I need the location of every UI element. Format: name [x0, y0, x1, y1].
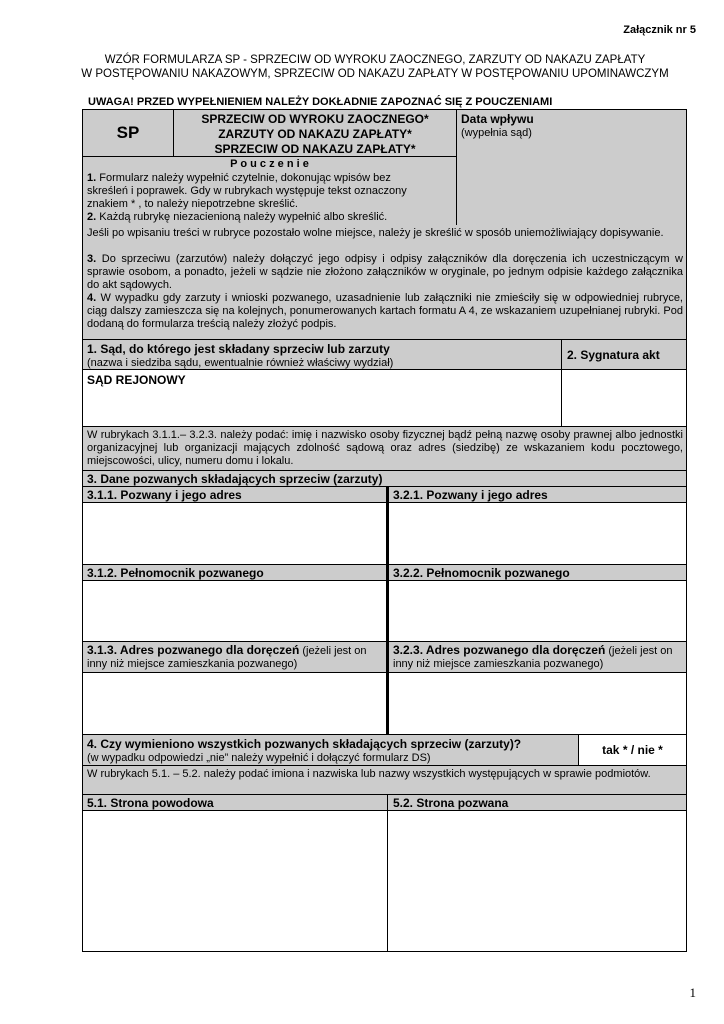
section5-note-box	[82, 765, 687, 795]
attachment-label: Załącznik nr 5	[623, 24, 696, 36]
instructions-p2-a: Każdą rubrykę niezacienioną należy wypełnić albo skreślić.	[96, 211, 388, 223]
section4-title: 4. Czy wymieniono wszystkich pozwanych składających sprzeciw (zarzuty)?	[87, 737, 522, 751]
instructions-p4	[87, 292, 683, 331]
field-313-label-rest: (jeżeli jest on inny niż miejsce zamieszkania pozwanego)	[87, 645, 367, 670]
instructions-p1-num: 1.	[87, 172, 97, 184]
section3-title: 3. Dane pozwanych składających sprzeciw (zarzuty)	[87, 472, 383, 486]
field-323-label-rest: (jeżeli jest on inny niż miejsce zamieszkania pozwanego)	[393, 645, 673, 670]
warning-text: UWAGA! PRZED WYPEŁNIENIEM NALEŻY DOKŁADNIE ZAPOZNAĆ SIĘ Z POUCZENIAMI	[88, 96, 553, 108]
field-323-label	[393, 644, 683, 671]
form-code-box	[82, 109, 174, 157]
instructions-p1-a: Formularz należy wypełnić czytelnie, dokonując wpisów bez	[96, 172, 391, 184]
field-51-label-box	[82, 794, 388, 811]
form-code: SP	[116, 123, 140, 142]
instructions-title: P o u c z e n i e	[230, 158, 309, 170]
form-type-line3: SPRZECIW OD NAKAZU ZAPŁATY*	[214, 142, 416, 156]
column-divider	[386, 486, 389, 735]
receipt-date-label: Data wpływu	[461, 112, 534, 126]
instructions-p1-line1	[87, 172, 453, 185]
form-title-line2: W POSTĘPOWANIU NAKAZOWYM, SPRZECIW OD NAKAZU ZAPŁATY W POSTĘPOWANIU UPOMINAWCZYM	[81, 68, 669, 80]
form-title-line1: WZÓR FORMULARZA SP - SPRZECIW OD WYROKU ZAOCZNEGO, ZARZUTY OD NAKAZU ZAPŁATY	[104, 54, 646, 66]
section4-answer: tak * / nie *	[602, 743, 663, 757]
field-52-label-box	[387, 794, 687, 811]
defendant2-address-field[interactable]	[387, 502, 687, 565]
instructions-p4-num: 4.	[87, 292, 97, 304]
field-321-label: 3.2.1. Pozwany i jego adres	[393, 488, 548, 502]
form-type-box	[173, 109, 457, 157]
form-type-line2: ZARZUTY OD NAKAZU ZAPŁATY*	[218, 127, 412, 141]
field-313-label-bold: 3.1.3. Adres pozwanego dla doręczeń	[87, 643, 300, 657]
section5-note: W rubrykach 5.1. – 5.2. należy podać imiona i nazwiska lub nazwy wszystkich występujących w sprawie podmiotów.	[87, 768, 651, 780]
field-51-label: 5.1. Strona powodowa	[87, 796, 214, 810]
field-52-label: 5.2. Strona pozwana	[393, 796, 509, 810]
plaintiff-field[interactable]	[82, 810, 388, 952]
defendant1-delivery-field[interactable]	[82, 672, 388, 735]
section3-title-box	[82, 470, 687, 487]
defendant1-attorney-field[interactable]	[82, 580, 388, 642]
field-311-label-box	[82, 486, 388, 503]
field-323-label-bold: 3.2.3. Adres pozwanego dla doręczeń	[393, 643, 606, 657]
section1-title: 1. Sąd, do którego jest składany sprzeciw lub zarzuty	[87, 342, 390, 356]
section2-header	[561, 339, 687, 370]
instructions-p1-line2: skreśleń i poprawek. Gdy w rubrykach występuje tekst oznaczony	[87, 185, 407, 197]
defendant2-delivery-field[interactable]	[387, 672, 687, 735]
field-322-label-box	[387, 564, 687, 581]
instructions-p2-line1	[87, 211, 453, 224]
court-name-value: SĄD REJONOWY	[87, 373, 186, 387]
receipt-date-note: (wypełnia sąd)	[461, 127, 532, 139]
instructions-p2-b: Jeśli po wpisaniu treści w rubryce pozostało wolne miejsce, należy je skreślić w sposób uniemożliwiający dopisywanie.	[87, 227, 664, 239]
instructions-box-wide	[82, 225, 687, 340]
field-311-label: 3.1.1. Pozwany i jego adres	[87, 488, 242, 502]
field-312-label-box	[82, 564, 388, 581]
field-321-label-box	[387, 486, 687, 503]
section2-title: 2. Sygnatura akt	[567, 348, 660, 362]
field-313-label-box	[82, 641, 388, 673]
section1-subtitle: (nazwa i siedziba sądu, ewentualnie również właściwy wydział)	[87, 357, 394, 369]
section4-subtitle: (w wypadku odpowiedzi „nie” należy wypełnić i dołączyć formularz DS)	[87, 752, 431, 764]
instructions-p3	[87, 253, 683, 292]
section1-header	[82, 339, 562, 370]
field-312-label: 3.1.2. Pełnomocnik pozwanego	[87, 566, 264, 580]
instructions-box	[82, 156, 457, 226]
form-type-line1: SPRZECIW OD WYROKU ZAOCZNEGO*	[201, 112, 429, 126]
field-323-label-box	[387, 641, 687, 673]
section4-answer-field[interactable]	[578, 734, 687, 766]
field-313-label	[87, 644, 385, 671]
section3-note: W rubrykach 3.1.1.– 3.2.3. należy podać: imię i nazwisko osoby fizycznej bądź pełną nazwę osoby prawnej albo jednostki organizacyjnej lub organizacji mających zdolność sądową oraz adres (siedzibę) ze wskazaniem kodu pocztowego, miejscowości, ulicy, numeru domu i lokalu.	[87, 429, 683, 467]
instructions-p1-line3: znakiem * , to należy niepotrzebne skreślić.	[87, 198, 298, 210]
court-name-field[interactable]	[82, 369, 562, 427]
receipt-date-box	[456, 109, 687, 226]
instructions-p4-text: W wypadku gdy zarzuty i wnioski pozwanego, uzasadnienie lub załączniki nie zmieściły się w odpowiedniej rubryce, ciąg dalszy zamieszcza się na kolejnych, ponumerowanych kartach formatu A 4, ze wskazaniem uzupełnianej rubryki. Pod dodaną do formularza treścią należy złożyć podpis.	[87, 292, 683, 330]
page-number: 1	[689, 985, 696, 1000]
case-number-field[interactable]	[561, 369, 687, 427]
defendant2-attorney-field[interactable]	[387, 580, 687, 642]
defendant-field[interactable]	[387, 810, 687, 952]
instructions-p3-num: 3.	[87, 253, 97, 265]
field-322-label: 3.2.2. Pełnomocnik pozwanego	[393, 566, 570, 580]
instructions-p2-num: 2.	[87, 211, 97, 223]
section3-note-box	[82, 426, 687, 471]
defendant1-address-field[interactable]	[82, 502, 388, 565]
instructions-p3-text: Do sprzeciwu (zarzutów) należy dołączyć jego odpisy i odpisy załączników dla doręczenia ich uczestniczącym w sprawie osobom, a ponadto, jeżeli w sądzie nie złożono załączników w oryginale, po jednym odpisie każdego załącznika do akt sądowych.	[87, 253, 683, 291]
